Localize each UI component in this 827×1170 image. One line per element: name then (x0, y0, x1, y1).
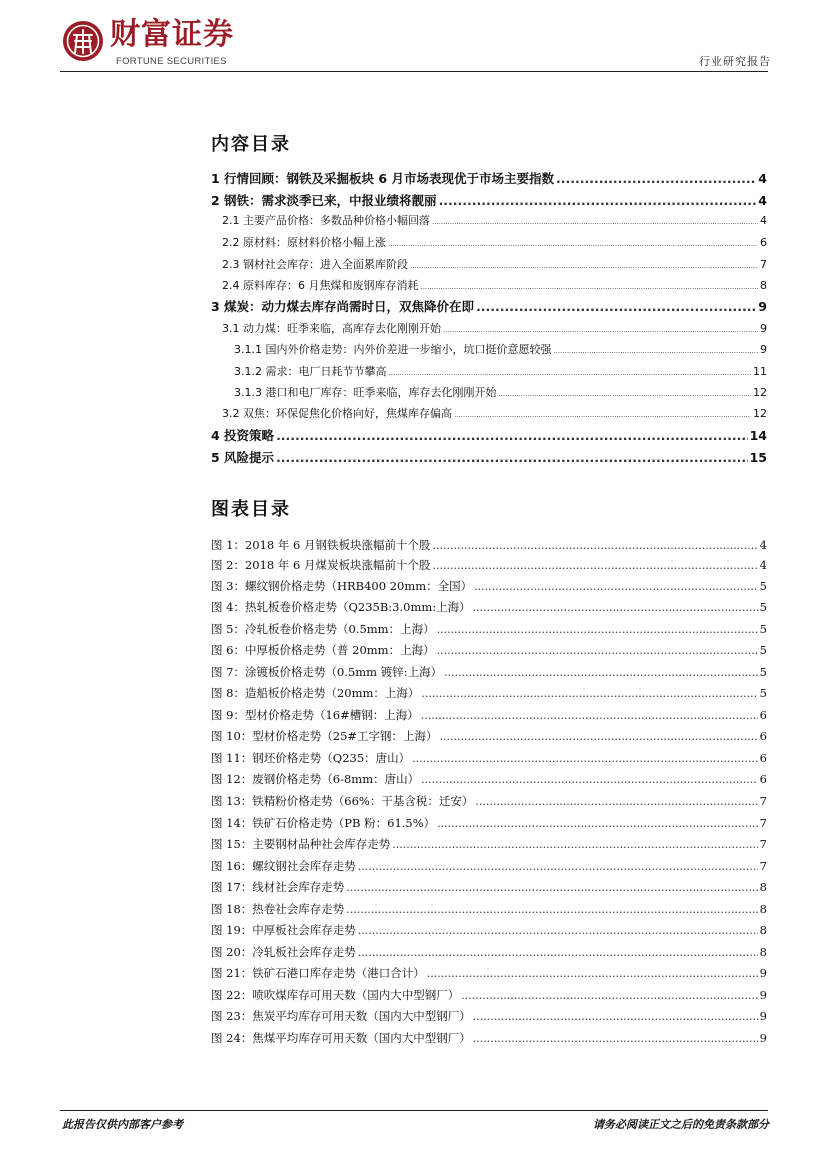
dot-leader (432, 214, 758, 230)
dot-leader (427, 966, 758, 982)
dot-leader (421, 686, 757, 702)
figure-entry-label: 图 16：螺纹钢社会库存走势 (211, 859, 356, 873)
dot-leader (389, 365, 752, 381)
figure-entry-page: 5 (759, 665, 767, 679)
footer-disclaimer-right: 请务必阅读正文之后的免责条款部分 (593, 1118, 769, 1131)
figure-entry-label: 图 15：主要钢材品种社会库存走势 (211, 837, 391, 851)
figure-entry-page: 6 (759, 708, 767, 722)
toc-entry[interactable] (234, 364, 767, 381)
dot-leader (433, 558, 758, 574)
toc-entry-page: 6 (760, 236, 767, 249)
figure-entry[interactable] (211, 1030, 767, 1047)
toc-entry-label: 3.1.3 港口和电厂库存：旺季来临，库存去化刚刚开始 (234, 386, 497, 399)
figure-entry-label: 图 8：造船板价格走势（20mm：上海） (211, 686, 420, 700)
dot-leader (461, 988, 757, 1004)
toc-entry[interactable] (211, 428, 767, 444)
footer-divider (60, 1110, 768, 1111)
toc-entry[interactable] (222, 278, 767, 295)
figure-entry-page: 5 (759, 643, 767, 657)
dot-leader (421, 708, 758, 724)
dot-leader (437, 643, 758, 659)
dot-leader (473, 1009, 758, 1025)
toc-entry-page: 7 (760, 258, 767, 271)
figure-entry-label: 图 24：焦煤平均库存可用天数（国内大中型钢厂） (211, 1031, 471, 1045)
dot-leader (276, 450, 748, 466)
figure-entry-label: 图 3：螺纹钢价格走势（HRB400 20mm：全国） (211, 579, 473, 593)
toc-entry-label: 3.2 双焦：环保促焦化价格向好，焦煤库存偏高 (222, 407, 452, 420)
toc-entry-page: 9 (760, 322, 767, 335)
company-name-en: FORTUNE SECURITIES (116, 56, 227, 67)
toc-entry-page: 12 (753, 407, 767, 420)
dot-leader (444, 665, 758, 681)
figure-entry[interactable] (211, 836, 767, 853)
toc-entry[interactable] (211, 171, 767, 187)
dot-leader (476, 299, 756, 315)
toc-entry[interactable] (234, 385, 767, 402)
figure-entry-label: 图 22：喷吹煤库存可用天数（国内大中型钢厂） (211, 988, 460, 1002)
header-divider (60, 71, 768, 72)
figure-entry[interactable] (211, 707, 767, 724)
figure-entry-label: 图 5：冷轧板卷价格走势（0.5mm：上海） (211, 622, 435, 636)
dot-leader (475, 794, 757, 810)
dot-leader (388, 236, 758, 252)
toc-entry-label: 2.1 主要产品价格：多数品种价格小幅回落 (222, 214, 430, 227)
dot-leader (358, 859, 758, 875)
figure-entry[interactable] (211, 578, 767, 595)
figure-entry-page: 8 (759, 945, 767, 959)
dot-leader (392, 837, 757, 853)
toc-entry-page: 12 (753, 386, 767, 399)
toc-entry-label: 5 风险提示 (211, 450, 275, 465)
figure-entry[interactable] (211, 944, 767, 961)
footer-disclaimer-left: 此报告仅供内部客户参考 (62, 1118, 183, 1131)
report-type-label: 行业研究报告 (699, 55, 771, 68)
toc-entry-label: 3 煤炭：动力煤去库存尚需时日，双焦降价在即 (211, 299, 475, 314)
figure-entry-label: 图 23：焦炭平均库存可用天数（国内大中型钢厂） (211, 1009, 471, 1023)
figure-entry[interactable] (211, 879, 767, 896)
figure-entry-page: 4 (759, 538, 767, 552)
toc-entry[interactable] (222, 321, 767, 338)
figure-entry-page: 7 (759, 794, 767, 808)
figure-entry[interactable] (211, 750, 767, 767)
dot-leader (437, 622, 758, 638)
toc-entry-label: 3.1 动力煤：旺季来临，高库存去化刚刚开始 (222, 322, 441, 335)
toc-entry-page: 4 (760, 214, 767, 227)
figure-entry[interactable] (211, 793, 767, 810)
dot-leader (420, 279, 758, 295)
figure-entry-label: 图 12：废钢价格走势（6-8mm：唐山） (211, 772, 420, 786)
toc-entry-label: 4 投资策略 (211, 428, 275, 443)
toc-entry-page: 14 (749, 428, 767, 443)
figure-entry[interactable] (211, 728, 767, 745)
figure-entry-page: 5 (759, 622, 767, 636)
figure-entry-page: 6 (759, 772, 767, 786)
dot-leader (437, 816, 758, 832)
toc-entry[interactable] (222, 213, 767, 230)
toc-entry-page: 9 (758, 299, 767, 314)
figure-entry-label: 图 18：热卷社会库存走势 (211, 902, 345, 916)
toc-entry[interactable] (211, 450, 767, 466)
dot-leader (439, 193, 757, 209)
figure-entry-label: 图 7：涂镀板价格走势（0.5mm 镀锌:上海） (211, 665, 443, 679)
toc-entry-page: 9 (760, 343, 767, 356)
contents-title: 内容目录 (211, 134, 291, 155)
dot-leader (443, 322, 758, 338)
company-name-cn: 财富证券 (110, 17, 234, 52)
figure-entry-page: 5 (759, 686, 767, 700)
figure-entry-label: 图 13：铁精粉价格走势（66%：干基含税：迁安） (211, 794, 474, 808)
dot-leader (346, 902, 757, 918)
toc-entry-label: 1 行情回顾：钢铁及采掘板块 6 月市场表现优于市场主要指数 (211, 171, 554, 186)
toc-entry[interactable] (222, 235, 767, 252)
figure-entry-page: 5 (759, 579, 767, 593)
toc-entry-page: 8 (760, 279, 767, 292)
figure-entry-page: 9 (759, 966, 767, 980)
dot-leader (412, 751, 758, 767)
figure-entry[interactable] (211, 642, 767, 659)
figure-entry[interactable] (211, 901, 767, 918)
figure-entry-page: 5 (759, 600, 767, 614)
figure-entry[interactable] (211, 858, 767, 875)
figure-entry[interactable] (211, 965, 767, 982)
toc-entry-label: 2.3 钢材社会库存：进入全面累库阶段 (222, 258, 408, 271)
dot-leader (358, 945, 758, 961)
toc-entry-page: 11 (753, 365, 767, 378)
toc-entry-label: 2.2 原材料：原材料价格小幅上涨 (222, 236, 386, 249)
figure-entry-page: 4 (759, 558, 767, 572)
dot-leader (440, 729, 758, 745)
figure-entry-label: 图 17：线材社会库存走势 (211, 880, 345, 894)
figure-entry-label: 图 1：2018 年 6 月钢铁板块涨幅前十个股 (211, 538, 431, 552)
figure-entry-page: 7 (759, 859, 767, 873)
figure-entry[interactable] (211, 987, 767, 1004)
dot-leader (410, 258, 758, 274)
figure-entry[interactable] (211, 664, 767, 681)
figure-entry-page: 6 (759, 751, 767, 765)
toc-entry[interactable] (222, 257, 767, 274)
figure-entry-label: 图 11：钢坯价格走势（Q235：唐山） (211, 751, 411, 765)
figure-entry[interactable] (211, 599, 767, 616)
toc-entry-page: 4 (758, 171, 767, 186)
figures-title: 图表目录 (211, 499, 291, 520)
figure-entry-page: 9 (759, 1031, 767, 1045)
figure-entry[interactable] (211, 771, 767, 788)
dot-leader (498, 386, 751, 402)
figure-entry[interactable] (211, 557, 767, 574)
figure-entry-page: 7 (759, 816, 767, 830)
figure-entry-page: 9 (759, 1009, 767, 1023)
toc-entry-page: 4 (758, 193, 767, 208)
figure-entry[interactable] (211, 685, 767, 702)
dot-leader (556, 171, 756, 187)
toc-entry[interactable] (211, 193, 767, 209)
figure-entry-page: 8 (759, 923, 767, 937)
dot-leader (358, 923, 758, 939)
figure-entry[interactable] (211, 1008, 767, 1025)
figure-entry[interactable] (211, 815, 767, 832)
dot-leader (421, 772, 758, 788)
dot-leader (473, 600, 758, 616)
figure-entry-label: 图 9：型材价格走势（16#槽钢：上海） (211, 708, 419, 722)
figure-entry-label: 图 19：中厚板社会库存走势 (211, 923, 356, 937)
toc-entry-label: 2.4 原料库存：6 月焦煤和废钢库存消耗 (222, 279, 419, 292)
toc-entry[interactable] (234, 342, 767, 359)
dot-leader (276, 428, 748, 444)
figure-entry-label: 图 6：中厚板价格走势（普 20mm：上海） (211, 643, 435, 657)
dot-leader (454, 407, 751, 423)
figure-entry-page: 6 (759, 729, 767, 743)
toc-entry-label: 3.1.1 国内外价格走势：内外价差进一步缩小，坑口挺价意愿较强 (234, 343, 552, 356)
dot-leader (433, 538, 758, 554)
page-header (0, 0, 827, 78)
figure-entry-page: 7 (759, 837, 767, 851)
toc-entry-page: 15 (749, 450, 767, 465)
toc-entry-label: 3.1.2 需求：电厂日耗节节攀高 (234, 365, 387, 378)
figure-entry-label: 图 20：冷轧板社会库存走势 (211, 945, 356, 959)
figure-entry-label: 图 2：2018 年 6 月煤炭板块涨幅前十个股 (211, 558, 431, 572)
figure-entry-page: 8 (759, 902, 767, 916)
figure-entry-label: 图 4：热轧板卷价格走势（Q235B:3.0mm:上海） (211, 600, 471, 614)
figure-entry[interactable] (211, 537, 767, 554)
fortune-logo-icon (62, 20, 104, 62)
figure-entry[interactable] (211, 922, 767, 939)
figure-entry-page: 9 (759, 988, 767, 1002)
figure-entry-page: 8 (759, 880, 767, 894)
figure-entry[interactable] (211, 621, 767, 638)
toc-entry-label: 2 钢铁：需求淡季已来，中报业绩将靓丽 (211, 193, 437, 208)
dot-leader (474, 579, 758, 595)
dot-leader (346, 880, 757, 896)
dot-leader (553, 343, 758, 359)
figure-entry-label: 图 21：铁矿石港口库存走势（港口合计） (211, 966, 425, 980)
dot-leader (473, 1031, 758, 1047)
figure-entry-label: 图 14：铁矿石价格走势（PB 粉：61.5%） (211, 816, 436, 830)
figure-entry-label: 图 10：型材价格走势（25#工字钢：上海） (211, 729, 438, 743)
toc-entry[interactable] (211, 299, 767, 315)
toc-entry[interactable] (222, 406, 767, 423)
